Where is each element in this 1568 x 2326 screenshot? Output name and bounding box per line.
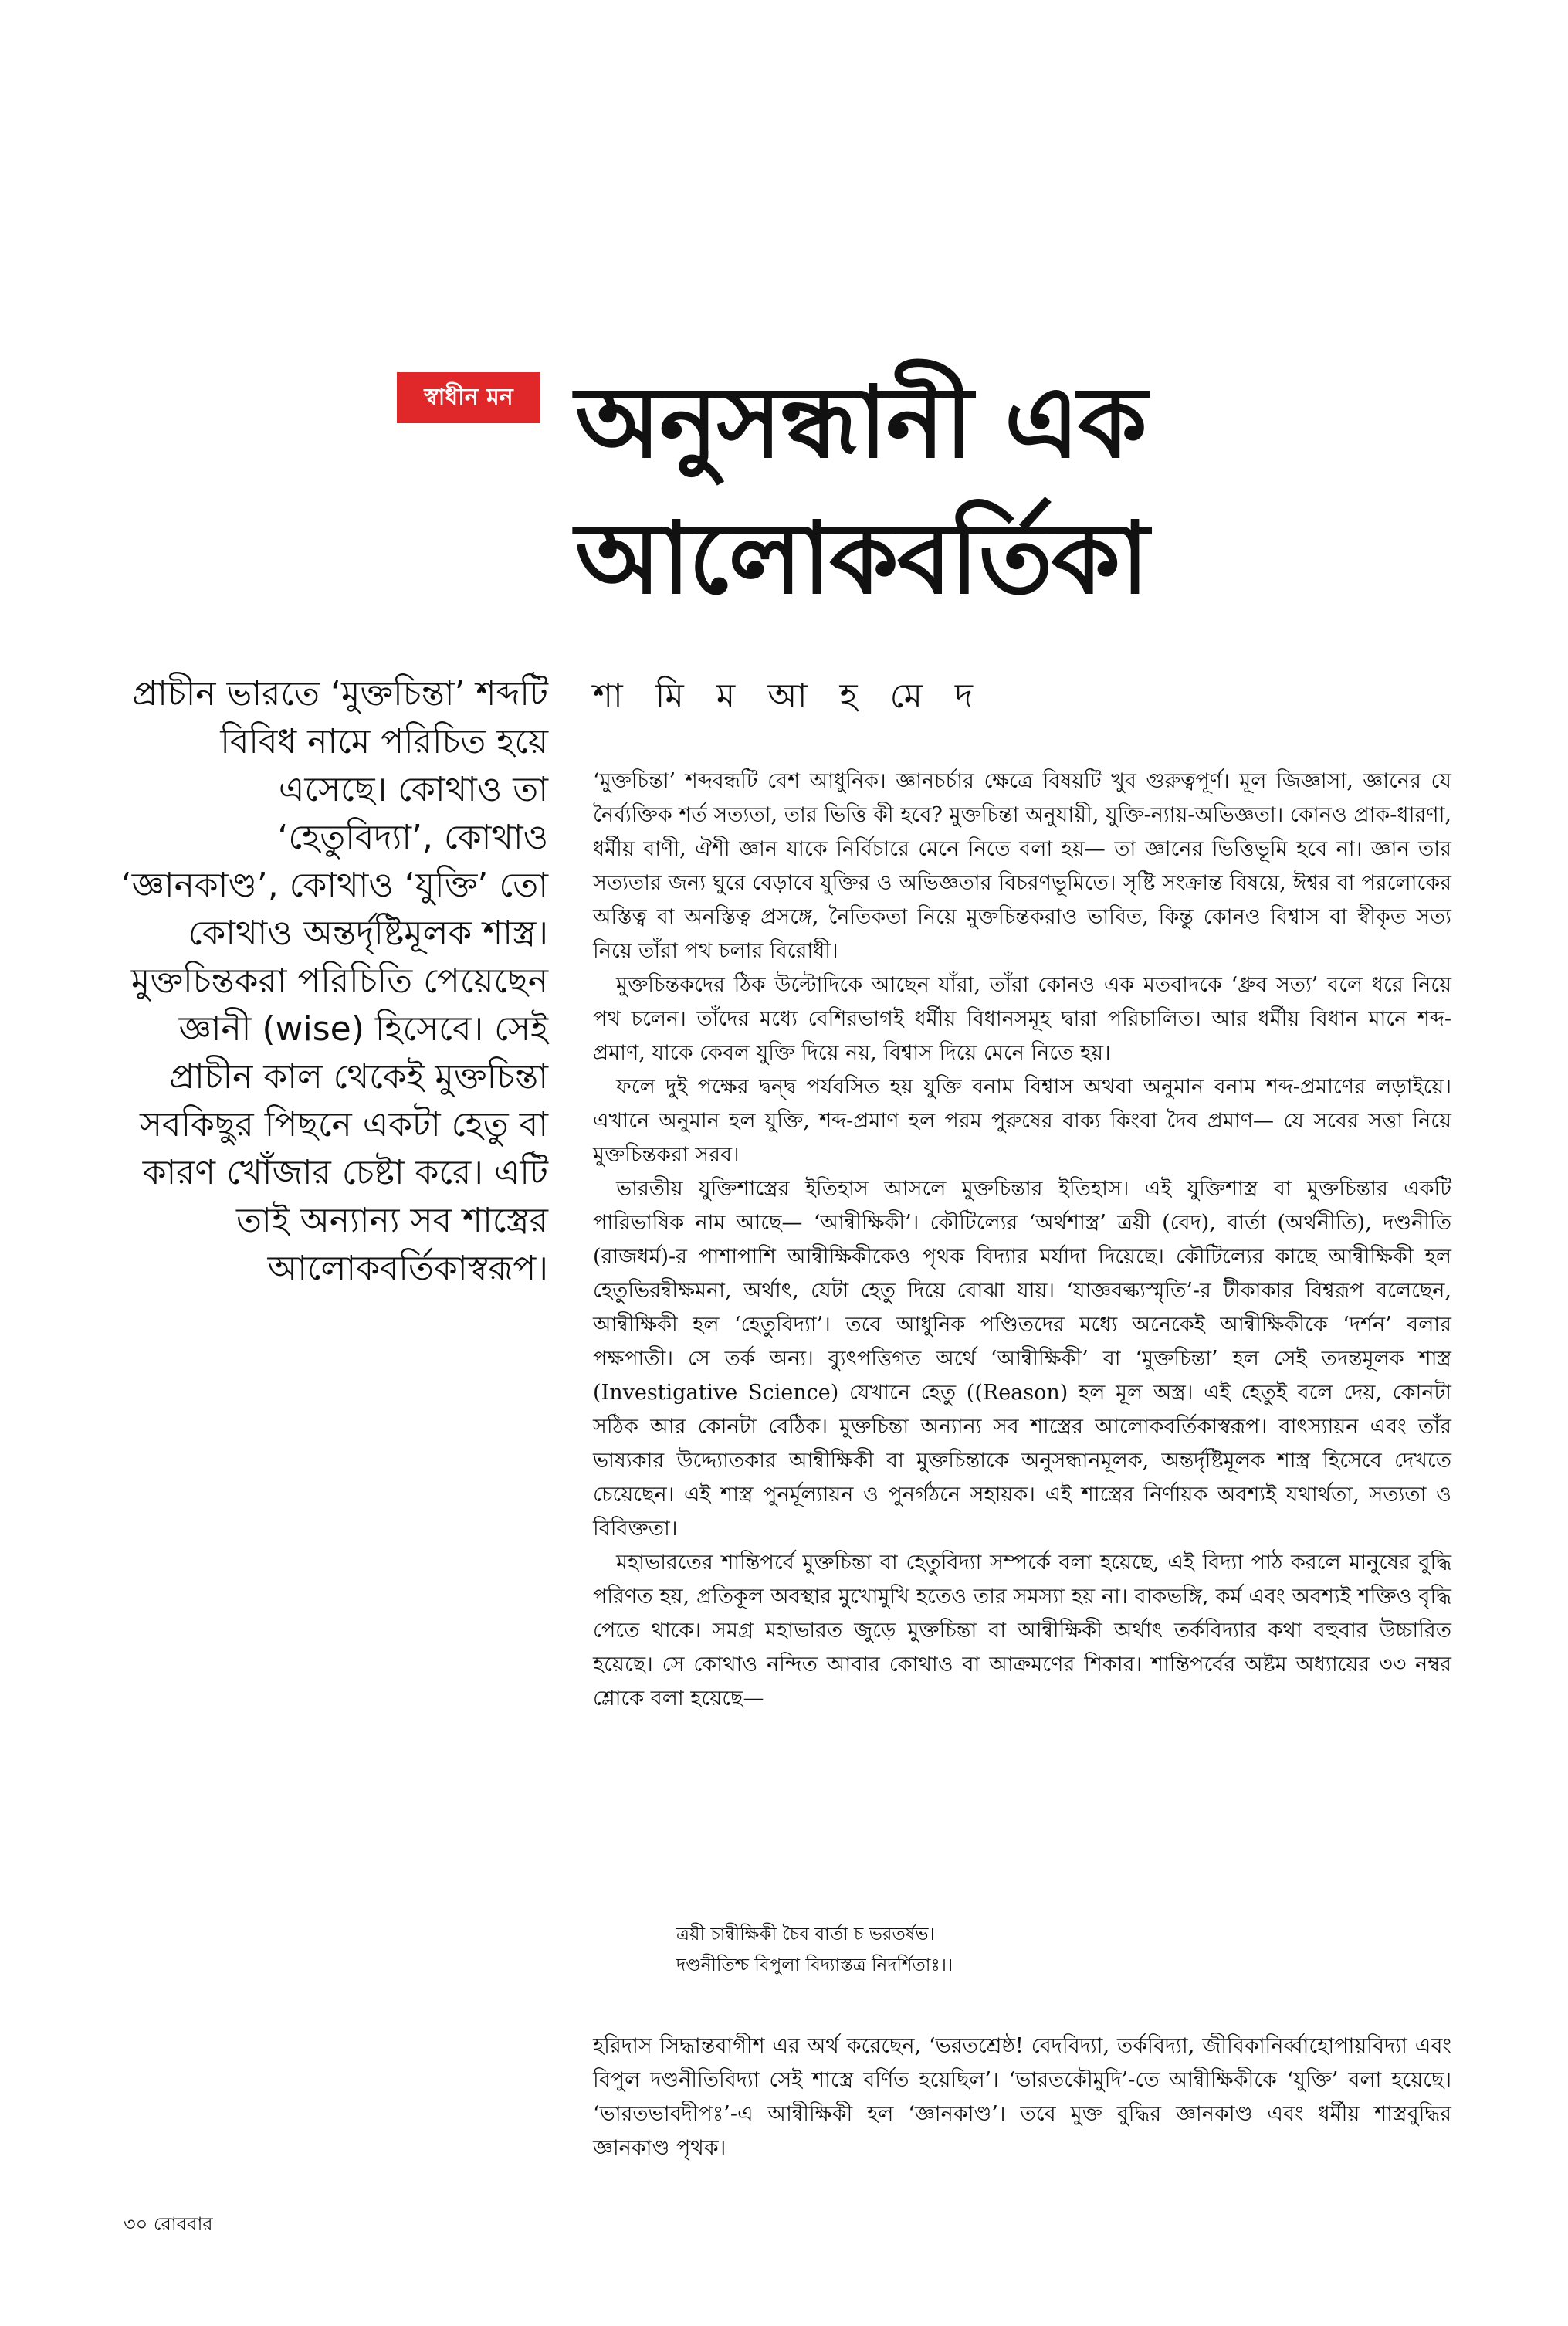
paragraph: মহাভারতের শান্তিপর্বে মুক্তচিন্তা বা হেতুবিদ্যা সম্পর্কে বলা হয়েছে, এই বিদ্যা পাঠ করলে মানুষের বুদ্ধি পরিণত হয়, প্রতিকূল অবস্থার মুখোমুখি হতেও তার সমস্যা হয় না। বাকভঙ্গি, কর্ম এবং অবশ্যই শক্তিও বৃদ্ধি পেতে থাকে। সমগ্র মহাভারত জুড়ে মুক্তচিন্তা বা আন্বীক্ষিকী অর্থাৎ তর্কবিদ্যার কথা বহুবার উচ্চারিত হয়েছে। সে কোথাও নন্দিত আবার কোথাও বা আক্রমণের শিকার। শান্তিপর্বের অষ্টম অধ্যায়ের ৩৩ নম্বর শ্লোকে বলা হয়েছে— — [593, 1551, 1451, 1711]
author-byline: শা মি ম আ হ মে দ — [593, 676, 984, 716]
article-body — [593, 765, 1451, 1716]
verse-line: ত্রয়ী চান্বীক্ষিকী চৈব বার্তা চ ভরতর্ষভ। — [676, 1924, 935, 1945]
sanskrit-verse — [676, 1919, 1371, 1981]
paragraph: ভারতীয় যুক্তিশাস্ত্রের ইতিহাস আসলে মুক্তচিন্তার ইতিহাস। এই যুক্তিশাস্ত্র বা মুক্তচিন্তার একটি পারিভাষিক নাম আছে— ‘আন্বীক্ষিকী’। কৌটিল্যের ‘অর্থশাস্ত্র’ ত্রয়ী (বেদ), বার্তা (অর্থনীতি), দণ্ডনীতি (রাজধর্ম)-র পাশাপাশি আন্বীক্ষিকীকেও পৃথক বিদ্যার মর্যাদা দিয়েছে। কৌটিল্যের কাছে আন্বীক্ষিকী হল হেতুভিরন্বীক্ষমনা, অর্থাৎ, যেটা হেতু দিয়ে বোঝা যায়। ‘যাজ্ঞবল্ক্যস্মৃতি’-র টীকাকার বিশ্বরূপ বলেছেন, আন্বীক্ষিকী হল ‘হেতুবিদ্যা’। তবে আধুনিক পণ্ডিতদের মধ্যে অনেকেই আন্বীক্ষিকীকে ‘দর্শন’ বলার পক্ষপাতী। সে তর্ক অন্য। ব্যুৎপত্তিগত অর্থে ‘আন্বীক্ষিকী’ বা ‘মুক্তচিন্তা’ হল সেই তদন্তমূলক শাস্ত্র (Investigative Science) যেখানে হেতু ((Reason) হল মূল অস্ত্র। এই হেতুই বলে দেয়, কোনটা সঠিক আর কোনটা বেঠিক। মুক্তচিন্তা অন্যান্য সব শাস্ত্রের আলোকবর্তিকাস্বরূপ। বাৎস্যায়ন এবং তাঁর ভাষ্যকার উদ্দ্যোতকার আন্বীক্ষিকী বা মুক্তচিন্তাকে অনুসন্ধানমূলক, অন্তর্দৃষ্টিমূলক শাস্ত্র হিসেবে দেখতে চেয়েছেন। এই শাস্ত্র পুনর্মূল্যায়ন ও পুনর্গঠনে সহায়ক। এই শাস্ত্রের নির্ণায়ক অবশ্যই যথার্থতা, সত্যতা ও বিবিক্ততা। — [593, 1177, 1451, 1541]
article-title: অনুসন্ধানী এক আলোকবর্তিকা — [575, 365, 1148, 616]
paragraph: মুক্তচিন্তকদের ঠিক উল্টোদিকে আছেন যাঁরা, তাঁরা কোনও এক মতবাদকে ‘ধ্রুব সত্য’ বলে ধরে নিয়ে পথ চলেন। তাঁদের মধ্যে বেশিরভাগই ধর্মীয় বিধানসমূহ দ্বারা পরিচালিত। আর ধর্মীয় বিধান মানে শব্দ-প্রমাণ, যাকে কেবল যুক্তি দিয়ে নয়, বিশ্বাস দিয়ে মেনে নিতে হয়। — [593, 973, 1451, 1065]
pull-quote: প্রাচীন ভারতে ‘মুক্তচিন্তা’ শব্দটি বিবিধ নামে পরিচিত হয়ে এসেছে। কোথাও তা ‘হেতুবিদ্যা’, কোথাও ‘জ্ঞানকাণ্ড’, কোথাও ‘যুক্তি’ তো কোথাও অন্তর্দৃষ্টিমূলক শাস্ত্র। মুক্তচিন্তকরা পরিচিতি পেয়েছেন জ্ঞানী (wise) হিসেবে। সেই প্রাচীন কাল থেকেই মুক্তচিন্তা সবকিছুর পিছনে একটা হেতু বা কারণ খোঁজার চেষ্টা করে। এটি তাই অন্যান্য সব শাস্ত্রের আলোকবর্তিকাস্বরূপ। — [120, 674, 548, 1288]
verse-line: দণ্ডনীতিশ্চ বিপুলা বিদ্যাস্তত্র নিদর্শিতাঃ।। — [676, 1955, 953, 1975]
page-folio: ৩০ রোববার — [124, 2213, 213, 2235]
article-closing — [593, 2029, 1451, 2165]
paragraph: হরিদাস সিদ্ধান্তবাগীশ এর অর্থ করেছেন, ‘ভরতশ্রেষ্ঠ! বেদবিদ্যা, তর্কবিদ্যা, জীবিকানির্ব্বাহোপায়বিদ্যা এবং বিপুল দণ্ডনীতিবিদ্যা সেই শাস্ত্রে বর্ণিত হয়েছিল’। ‘ভারতকৌমুদি’-তে আন্বীক্ষিকীকে ‘যুক্তি’ বলা হয়েছে। ‘ভারতভাবদীপঃ’-এ আন্বীক্ষিকী হল ‘জ্ঞানকাণ্ড’। তবে মুক্ত বুদ্ধির জ্ঞানকাণ্ড এবং ধর্মীয় শাস্ত্রবুদ্ধির জ্ঞানকাণ্ড পৃথক। — [593, 2034, 1451, 2160]
paragraph: ফলে দুই পক্ষের দ্বন্দ্ব পর্যবসিত হয় যুক্তি বনাম বিশ্বাস অথবা অনুমান বনাম শব্দ-প্রমাণের লড়াইয়ে। এখানে অনুমান হল যুক্তি, শব্দ-প্রমাণ হল পরম পুরুষের বাক্য কিংবা দৈব প্রমাণ— যে সবের সত্তা নিয়ে মুক্তচিন্তকরা সরব। — [593, 1075, 1451, 1167]
section-badge: স্বাধীন মন — [397, 372, 540, 423]
paragraph: ‘মুক্তচিন্তা’ শব্দবন্ধটি বেশ আধুনিক। জ্ঞানচর্চার ক্ষেত্রে বিষয়টি খুব গুরুত্বপূর্ণ। মূল জিজ্ঞাসা, জ্ঞানের যে নৈর্ব্যক্তিক শর্ত সত্যতা, তার ভিত্তি কী হবে? মুক্তচিন্তা অনুযায়ী, যুক্তি-ন্যায়-অভিজ্ঞতা। কোনও প্রাক-ধারণা, ধর্মীয় বাণী, ঐশী জ্ঞান যাকে নির্বিচারে মেনে নিতে বলা হয়— তা জ্ঞানের ভিত্তিভূমি হবে না। জ্ঞান তার সত্যতার জন্য ঘুরে বেড়াবে যুক্তির ও অভিজ্ঞতার বিচরণভূমিতে। সৃষ্টি সংক্রান্ত বিষয়ে, ঈশ্বর বা পরলোকের অস্তিত্ব বা অনস্তিত্ব প্রসঙ্গে, নৈতিকতা নিয়ে মুক্তচিন্তকরাও ভাবিত, কিন্তু কোনও বিশ্বাস বা স্বীকৃত সত্য নিয়ে তাঁরা পথ চলার বিরোধী। — [593, 769, 1451, 963]
